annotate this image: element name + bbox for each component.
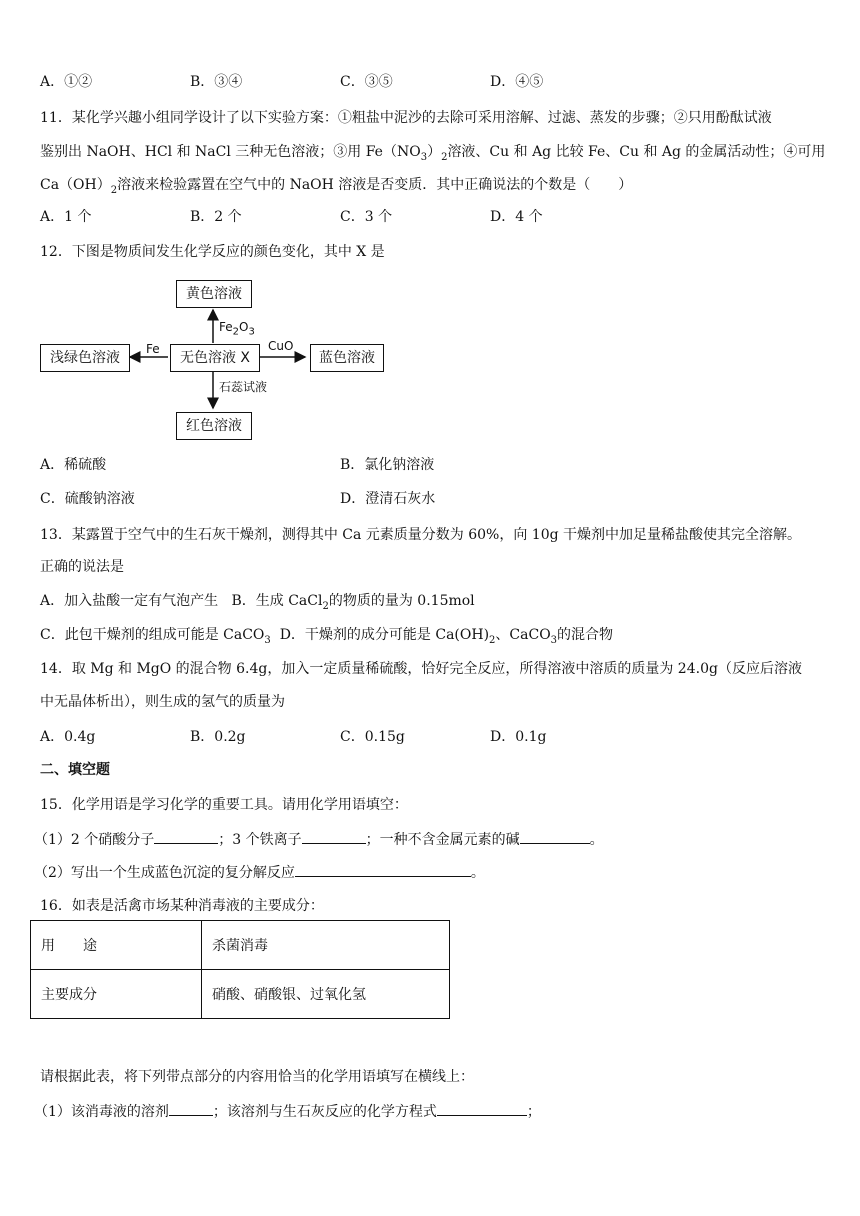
blank[interactable] (295, 862, 471, 877)
q13-options-cd: C．此包干燥剂的组成可能是 CaCO$_3$ D．干燥剂的成分可能是 $Ca(OH)_2$、CaCO$_3$的混合物 (40, 627, 614, 646)
q11-stem-line3: $Ca(OH)_2$溶液来检验露置在空气中的 NaOH 溶液是否变质．其中正确说法的个数是（ ） (40, 177, 633, 196)
q15-stem: 15．化学用语是学习化学的重要工具。请用化学用语填空： (40, 797, 408, 813)
table-row (31, 921, 450, 970)
q14-option-c: C．0.15g (340, 729, 405, 745)
table-row (31, 970, 450, 1019)
q14-option-d: D．0.1g (490, 729, 547, 745)
q10-option-d: D．④⑤ (490, 74, 544, 90)
q13-stem-line2: 正确的说法是 (40, 559, 124, 575)
table-cell: 杀菌消毒 (202, 921, 450, 970)
box-yellow-solution: 黄色溶液 (176, 280, 252, 308)
blank[interactable] (154, 829, 218, 844)
q10-option-c: C．③⑤ (340, 74, 393, 90)
label-litmus: 石蕊试液 (219, 380, 268, 394)
q12-option-a: A．稀硫酸 (40, 457, 107, 473)
label-cuo: CuO (268, 339, 294, 353)
blank[interactable] (520, 829, 590, 844)
box-colorless-solution-x: 无色溶液 X (170, 344, 260, 372)
q15-part1: （1）2 个硝酸分子 ；3 个铁离子 ；一种不含金属元素的碱 。 (34, 829, 604, 850)
q11-stem-line2: 鉴别出 NaOH、HCl 和 NaCl 三种无色溶液；③用 $Fe(NO_3)_2$溶液、Cu 和 Ag 比较 Fe、Cu 和 Ag 的金属活动性；④可用 (40, 144, 826, 163)
q11-option-a: A．1 个 (40, 209, 92, 225)
q13-options-ab: A．加入盐酸一定有气泡产生 B．生成 CaCl$_2$的物质的量为 0.15mol (40, 593, 475, 612)
q16-instruction: 请根据此表，将下列带点部分的内容用恰当的化学用语填写在横线上： (40, 1069, 474, 1085)
disinfectant-table (30, 920, 450, 1019)
q16-part1: （1）该消毒液的溶剂 ；该溶剂与生石灰反应的化学方程式 ； (34, 1101, 541, 1122)
box-light-green-solution: 浅绿色溶液 (40, 344, 130, 372)
blank[interactable] (302, 829, 366, 844)
q14-option-b: B．0.2g (190, 729, 246, 745)
q12-option-b: B．氯化钠溶液 (340, 457, 435, 473)
table-cell: 主要成分 (31, 970, 202, 1019)
q10-option-a: A．①② (40, 74, 93, 90)
q15-part2: （2）写出一个生成蓝色沉淀的复分解反应 。 (34, 862, 485, 883)
q14-option-a: A．0.4g (40, 729, 96, 745)
q12-option-d: D．澄清石灰水 (340, 491, 436, 507)
box-red-solution: 红色溶液 (176, 412, 252, 440)
q11-option-d: D．4 个 (490, 209, 543, 225)
table-cell: 用 途 (31, 921, 202, 970)
box-blue-solution: 蓝色溶液 (310, 344, 384, 372)
label-fe: Fe (146, 342, 160, 356)
label-fe2o3: $Fe_2O_3$ (219, 320, 255, 338)
q10-option-b: B．③④ (190, 74, 243, 90)
q16-stem: 16．如表是活禽市场某种消毒液的主要成分： (40, 898, 324, 914)
q14-stem-line1: 14．取 Mg 和 MgO 的混合物 6.4g，加入一定质量稀硫酸，恰好完全反应，所得溶液中溶质的质量为 24.0g（反应后溶液 (40, 661, 802, 677)
q11-option-b: B．2 个 (190, 209, 242, 225)
q11-option-c: C．3 个 (340, 209, 393, 225)
q13-stem-line1: 13．某露置于空气中的生石灰干燥剂，测得其中 Ca 元素质量分数为 60%，向 10g 干燥剂中加足量稀盐酸使其完全溶解。 (40, 527, 802, 543)
section-heading: 二、填空题 (40, 762, 110, 778)
blank[interactable] (169, 1101, 213, 1116)
q11-stem-line1: 11．某化学兴趣小组同学设计了以下实验方案：①粗盐中泥沙的去除可采用溶解、过滤、蒸发的步骤；②只用酚酞试液 (40, 110, 772, 126)
q14-stem-line2: 中无晶体析出），则生成的氢气的质量为 (40, 694, 285, 710)
diagram-arrows (0, 0, 860, 460)
q12-option-c: C．硫酸钠溶液 (40, 491, 135, 507)
blank[interactable] (437, 1101, 527, 1116)
q12-stem: 12．下图是物质间发生化学反应的颜色变化，其中 X 是 (40, 244, 385, 260)
table-cell: 硝酸、硝酸银、过氧化氢 (202, 970, 450, 1019)
